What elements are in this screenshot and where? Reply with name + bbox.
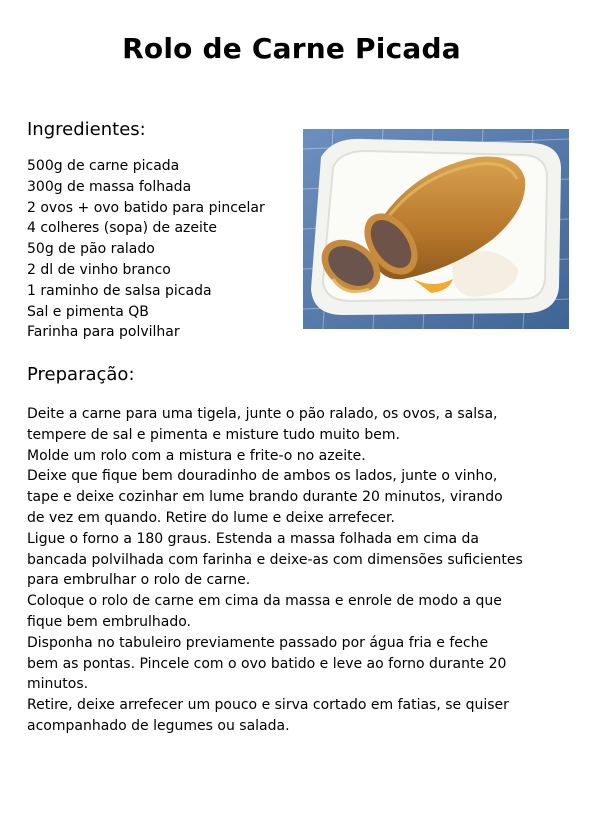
meat-roll-illustration (303, 129, 569, 329)
preparation-line: Deite a carne para uma tigela, junte o pão ralado, os ovos, a salsa, (27, 406, 498, 422)
preparation-line: bancada polvilhada com farinha e deixe-as com dimensões suficientes (27, 551, 523, 568)
preparation-line: bem as pontas. Pincele com o ovo batido e leve ao forno durante 20 (27, 655, 507, 672)
preparation-line: fique bem embrulhado. (27, 613, 191, 630)
preparation-heading: Preparação: (27, 364, 135, 385)
ingredient-item: 2 ovos + ovo batido para pincelar (27, 199, 265, 216)
ingredient-item: 50g de pão ralado (27, 241, 155, 258)
ingredients-list (27, 156, 265, 343)
preparation-line: Disponha no tabuleiro previamente passado por água fria e feche (27, 634, 489, 651)
ingredients-heading: Ingredientes: (27, 119, 146, 140)
ingredient-item: 500g de carne picada (27, 158, 180, 174)
preparation-line: de vez em quando. Retire do lume e deixe arrefecer. (27, 509, 395, 526)
preparation-line: acompanhado de legumes ou salada. (27, 717, 290, 734)
preparation-line: minutos. (27, 676, 89, 693)
preparation-line: tape e deixe cozinhar em lume brando durante 20 minutos, virando (27, 489, 503, 506)
preparation-line: Ligue o forno a 180 graus. Estenda a massa folhada em cima da (27, 530, 479, 547)
ingredient-item: 4 colheres (sopa) de azeite (27, 220, 217, 237)
preparation-line: Coloque o rolo de carne em cima da massa e enrole de modo a que (27, 593, 502, 610)
preparation-line: para embrulhar o rolo de carne. (27, 572, 251, 589)
preparation-line: Retire, deixe arrefecer um pouco e sirva cortado em fatias, se quiser (27, 697, 509, 714)
ingredient-item: Sal e pimenta QB (27, 303, 149, 320)
preparation-text (27, 404, 572, 737)
ingredient-item: 2 dl de vinho branco (27, 261, 171, 278)
ingredient-item: Farinha para polvilhar (27, 324, 180, 341)
ingredient-item: 300g de massa folhada (27, 178, 192, 195)
preparation-line: tempere de sal e pimenta e misture tudo muito bem. (27, 426, 400, 443)
preparation-line: Molde um rolo com a mistura e frite-o no azeite. (27, 447, 366, 464)
page-title: Rolo de Carne Picada (122, 32, 461, 65)
preparation-line: Deixe que fique bem douradinho de ambos os lados, junte o vinho, (27, 468, 498, 485)
meat-roll-photo (303, 129, 569, 329)
ingredient-item: 1 raminho de salsa picada (27, 282, 212, 299)
